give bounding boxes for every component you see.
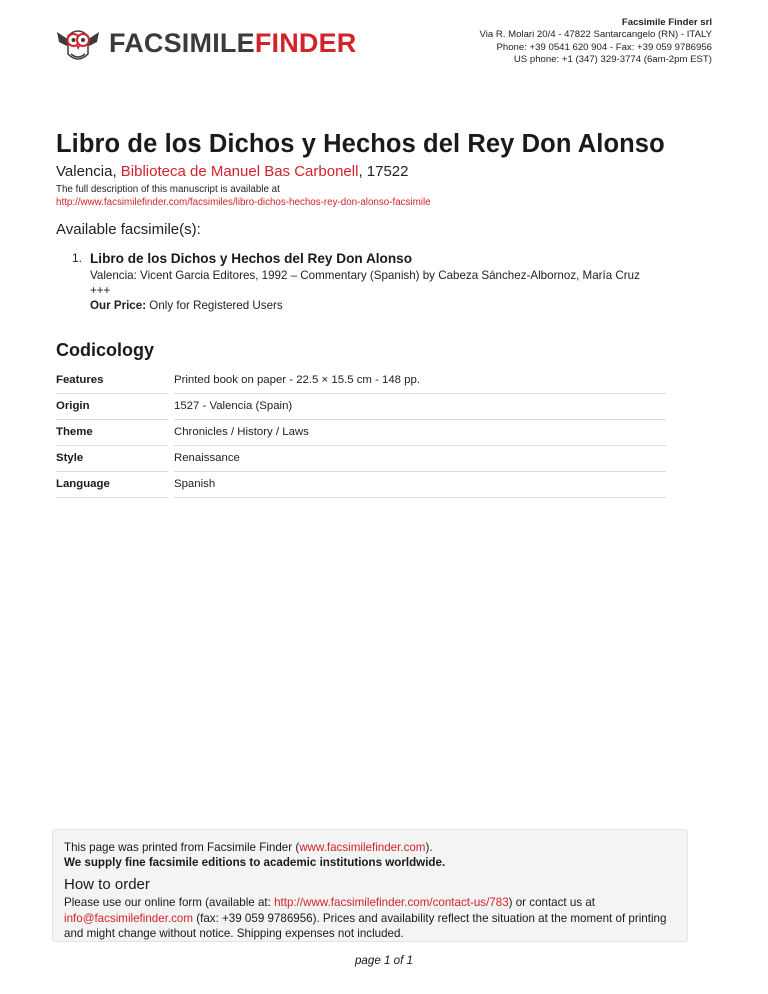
library-link[interactable]: Biblioteca de Manuel Bas Carbonell [120,163,359,180]
page-title: Libro de los Dichos y Hechos del Rey Don Alonso [56,130,665,158]
footer-notice [52,829,688,942]
order-text-mid: ) or contact us at [508,896,596,909]
codicology-heading: Codicology [56,340,154,360]
logo-word-facsimile: FACSIMILE [109,27,255,58]
facsimile-price [90,298,712,313]
logo-wordmark [109,27,357,58]
codicology-row [56,367,666,393]
logo-word-finder: FINDER [254,27,357,58]
printed-from-end: ). [425,841,433,854]
site-link[interactable]: www.facsimilefinder.com [299,841,426,854]
codicology-row [56,393,666,419]
codicology-value: 1527 - Valencia (Spain) [174,393,666,420]
company-us-phone: US phone: +1 (347) 329-3774 (6am-2pm EST) [513,54,712,66]
manuscript-city: Valencia [56,163,113,180]
codicology-table [56,367,666,497]
company-name: Facsimile Finder srl [621,17,712,28]
order-instructions [64,895,676,942]
facsimiles-heading: Available facsimile(s): [56,221,201,238]
how-to-order-heading: How to order [64,876,150,893]
logo [55,20,357,66]
codicology-value: Printed book on paper - 22.5 × 15.5 cm - 148 pp. [174,367,666,394]
description-link[interactable]: http://www.facsimilefinder.com/facsimiles/libro-dichos-hechos-rey-don-alonso-facsimile [56,196,431,208]
codicology-row [56,445,666,471]
codicology-value: Chronicles / History / Laws [174,419,666,446]
codicology-value: Spanish [174,471,666,498]
facsimile-meta: Valencia: Vicent Garcia Editores, 1992 – Commentary (Spanish) by Cabeza Sánchez-Albornoz, María Cruz [90,269,640,282]
company-info [480,17,713,67]
codicology-row [56,419,666,445]
facsimile-extra: +++ [90,284,111,297]
codicology-key: Features [56,367,168,394]
facsimile-item [72,250,712,313]
printed-from-line [64,840,676,855]
order-text-pre: Please use our online form (available at: [64,896,275,909]
price-label: Our Price: [90,299,147,312]
printed-from-text: This page was printed from Facsimile Finder ( [64,841,300,854]
facsimile-number: 1. [72,251,83,265]
codicology-row [56,471,666,497]
company-phone: Phone: +39 0541 620 904 - Fax: +39 059 9786956 [496,41,712,53]
manuscript-shelfmark: 17522 [366,163,409,180]
price-value: Only for Registered Users [149,299,283,312]
description-note [56,184,431,209]
codicology-key: Style [56,445,168,472]
owl-logo-icon [55,20,101,66]
codicology-key: Theme [56,419,168,446]
contact-form-link[interactable]: http://www.facsimilefinder.com/contact-us/783 [274,896,509,909]
codicology-key: Language [56,471,168,498]
company-address: Via R. Molari 20/4 - 47822 Santarcangelo (RN) - ITALY [479,29,712,41]
email-link[interactable]: info@facsimilefinder.com [64,911,194,925]
order-text-post: (fax: +39 059 9786956). Prices and availability reflect the situation at the moment of printing and might change without notice. Shipping expenses not included. [64,911,667,940]
description-text: The full description of this manuscript is available at [56,184,280,195]
codicology-key: Origin [56,393,168,420]
supply-statement: We supply fine facsimile editions to academic institutions worldwide. [64,856,446,869]
codicology-value: Renaissance [174,445,666,472]
page-number: page 1 of 1 [354,954,414,967]
manuscript-location: Valencia, Biblioteca de Manuel Bas Carbonell, 17522 [56,163,409,180]
facsimile-title: Libro de los Dichos y Hechos del Rey Don Alonso [90,251,413,266]
